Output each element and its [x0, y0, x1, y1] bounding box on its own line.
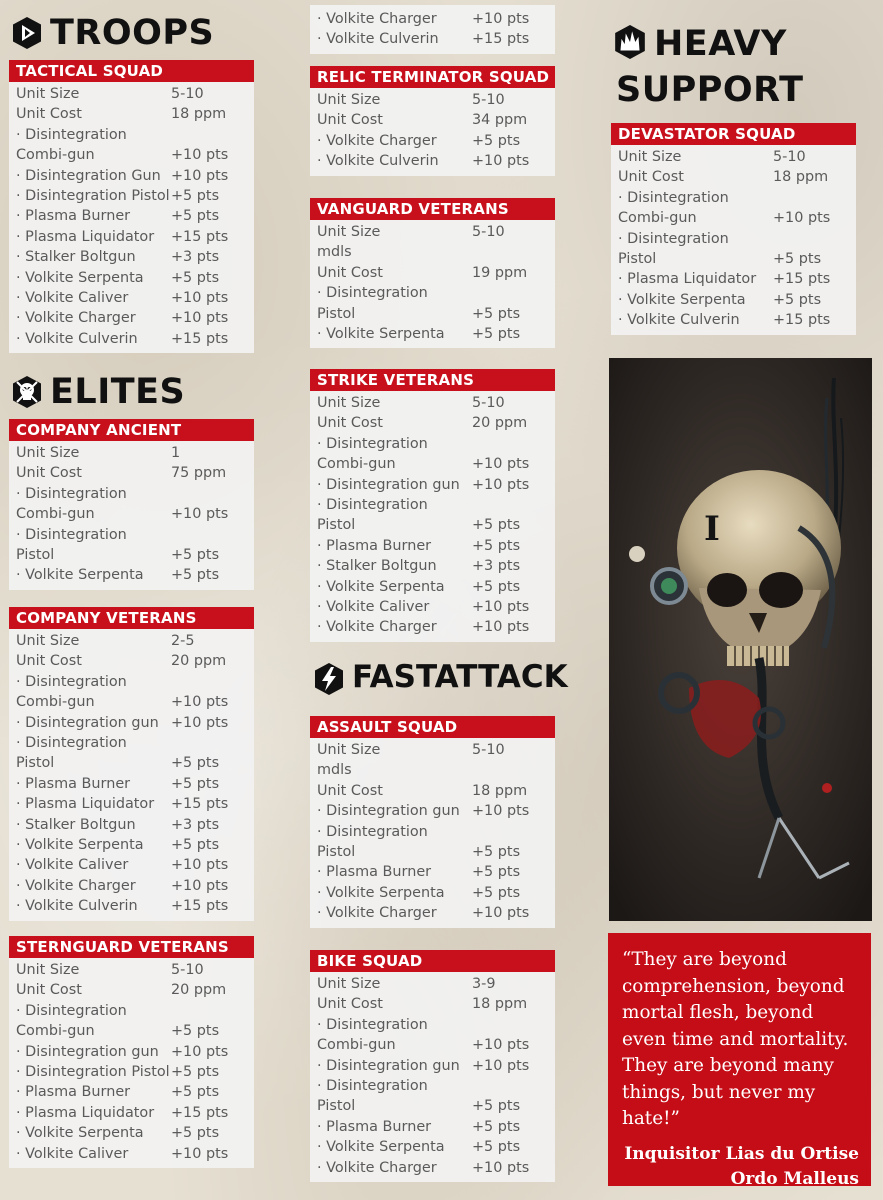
stat-value: 75 ppm	[171, 465, 227, 482]
unit-title: DEVASTATOR SQUAD	[611, 123, 856, 145]
stat-value: 5-10	[472, 92, 505, 108]
stat-value: +5 pts	[472, 578, 521, 595]
section-heading-fast-attack: FASTATTACK	[312, 662, 568, 704]
stat-row	[9, 896, 254, 916]
stat-row	[9, 268, 254, 288]
stat-name: · Disintegration Pistol	[16, 735, 127, 772]
stat-value: +5 pts	[472, 1139, 521, 1156]
stat-row	[310, 1076, 555, 1117]
stat-row	[9, 835, 254, 855]
stat-name: · Disintegration gun	[317, 1057, 460, 1074]
flame-icon	[612, 24, 648, 73]
stat-row	[9, 308, 254, 328]
stat-value: 18 ppm	[171, 106, 227, 123]
stat-value: 18 ppm	[472, 782, 528, 799]
stat-name: · Volkite Caliver	[16, 290, 129, 307]
stat-name: · Disintegration Pistol	[317, 823, 428, 861]
stat-row	[310, 801, 555, 821]
stat-row	[9, 672, 254, 713]
stat-name: · Volkite Culverin	[16, 330, 138, 347]
stat-name: Unit Cost	[16, 106, 82, 123]
crossed-skull-icon	[10, 375, 44, 418]
stat-name: · Disintegration Pistol	[317, 285, 428, 322]
stat-row	[310, 90, 555, 110]
stat-name: · Disintegration Pistol	[618, 230, 729, 268]
unit-card-bike-squad	[310, 950, 555, 1182]
stat-name: Unit Cost	[317, 996, 383, 1013]
stat-value: +5 pts	[171, 1064, 220, 1081]
stat-row	[9, 206, 254, 226]
unit-rows	[310, 220, 555, 348]
stat-value: +5 pts	[171, 567, 220, 584]
stat-value: 5-10	[773, 149, 806, 165]
unit-rows	[310, 391, 555, 642]
stat-value: +5 pts	[472, 132, 521, 149]
stat-row	[611, 167, 856, 187]
stat-name: · Plasma Burner	[16, 775, 131, 792]
stat-value: +5 pts	[171, 1084, 220, 1101]
stat-row	[310, 883, 555, 903]
stat-name: · Stalker Boltgun	[16, 816, 136, 833]
quote-text: “They are beyond comprehension, beyond mortal flesh, beyond even time and mortality. They are beyond many things, but never my hate!”	[622, 949, 849, 1129]
unit-title: STERNGUARD VETERANS	[9, 936, 254, 958]
stat-row	[9, 84, 254, 104]
stat-row	[9, 1103, 254, 1123]
stat-value: +15 pts	[171, 1104, 229, 1121]
stat-row	[9, 855, 254, 875]
stat-row	[310, 974, 555, 994]
stat-value: +5 pts	[773, 291, 822, 308]
stat-name: · Disintegration Combi-gun	[317, 435, 428, 473]
stat-name: Unit Size	[618, 149, 682, 165]
skull-glyph: I	[704, 509, 720, 549]
stat-name: · Volkite Charger	[317, 619, 437, 636]
stat-row	[9, 443, 254, 463]
stat-value: +15 pts	[171, 796, 229, 813]
stat-value: +5 pts	[171, 775, 220, 792]
stat-value: +10 pts	[472, 1037, 530, 1054]
unit-rows	[310, 738, 555, 928]
stat-row	[9, 227, 254, 247]
stat-row	[310, 393, 555, 413]
stat-name: · Volkite Serpenta	[618, 291, 746, 308]
stat-row	[310, 110, 555, 130]
stat-name: · Volkite Charger	[317, 905, 437, 922]
stat-row	[9, 166, 254, 186]
stat-name: · Stalker Boltgun	[16, 249, 136, 266]
stat-value: +10 pts	[472, 1159, 530, 1176]
stat-name: · Volkite Serpenta	[16, 1125, 144, 1142]
stat-row	[9, 186, 254, 206]
unit-rows	[9, 629, 254, 921]
unit-title: COMPANY VETERANS	[9, 607, 254, 629]
stat-row	[9, 247, 254, 267]
stat-row	[310, 994, 555, 1014]
stat-value: 20 ppm	[171, 653, 227, 670]
stat-value: +10 pts	[773, 210, 831, 227]
stat-value: +5 pts	[472, 305, 521, 322]
stat-name: · Volkite Charger	[317, 11, 437, 27]
unit-card-company-veterans	[9, 607, 254, 921]
stat-name: Unit Size	[317, 976, 381, 992]
stat-name: Unit Cost	[618, 169, 684, 186]
unit-card-sternguard-veterans	[9, 936, 254, 1168]
stat-value: +5 pts	[472, 326, 521, 343]
stat-row	[310, 131, 555, 151]
unit-card-devastator-squad	[611, 123, 856, 335]
section-heading-elites: ELITES	[10, 375, 185, 418]
unit-title: ASSAULT SQUAD	[310, 716, 555, 738]
stat-name: · Disintegration Pistol	[16, 526, 127, 564]
stat-row	[611, 229, 856, 270]
stat-name: · Volkite Culverin	[16, 898, 138, 915]
stat-value: +10 pts	[472, 905, 530, 922]
stat-row	[310, 781, 555, 801]
stat-row	[310, 151, 555, 171]
stat-row	[310, 413, 555, 433]
stat-name: · Volkite Serpenta	[16, 837, 144, 854]
stat-name: · Volkite Caliver	[16, 857, 129, 874]
stat-value: 3-9	[472, 976, 496, 992]
stat-value: 1	[171, 445, 181, 461]
stat-value: +10 pts	[472, 476, 530, 493]
stat-name: Unit Cost	[317, 415, 383, 432]
stat-row	[310, 1137, 555, 1157]
stat-name: · Volkite Culverin	[618, 312, 740, 329]
stat-row	[611, 290, 856, 310]
stat-value: 5-10	[171, 962, 204, 978]
stat-value: +15 pts	[773, 271, 831, 288]
stat-name: · Disintegration Combi-gun	[16, 126, 127, 164]
stat-name: · Plasma Liquidator	[618, 271, 757, 288]
stat-value: +5 pts	[472, 864, 521, 881]
stat-row	[310, 495, 555, 536]
stat-row	[310, 222, 555, 242]
stat-name: · Plasma Liquidator	[16, 796, 155, 813]
stat-value: +5 pts	[171, 1023, 220, 1040]
stat-name: · Disintegration Pistol	[317, 1078, 428, 1115]
quote-organization: Ordo Malleus	[730, 1168, 859, 1189]
stat-name: · Plasma Burner	[16, 208, 131, 225]
stat-name: · Volkite Culverin	[317, 153, 439, 170]
unit-card-strike-veterans	[310, 369, 555, 642]
stat-name: · Disintegration gun	[317, 803, 460, 820]
stat-value: +5 pts	[472, 884, 521, 901]
stat-name: Unit Size	[317, 92, 381, 108]
stat-value: +10 pts	[171, 1043, 229, 1060]
stat-name: · Disintegration Combi-gun	[16, 673, 127, 711]
stat-row	[9, 525, 254, 566]
stat-name: · Disintegration gun	[16, 714, 159, 731]
unit-rows	[9, 441, 254, 590]
stat-name: Unit Cost	[317, 264, 383, 281]
section-heading-heavy-support	[612, 22, 803, 113]
unit-title: RELIC TERMINATOR SQUAD	[310, 66, 555, 88]
stat-value: +15 pts	[171, 898, 229, 915]
stat-name: · Volkite Charger	[16, 310, 136, 327]
unit-rows	[310, 972, 555, 1182]
stat-row	[310, 29, 555, 49]
stat-name: Unit Size	[317, 395, 381, 411]
play-triangle-icon	[10, 16, 44, 59]
stat-value: +10 pts	[171, 857, 229, 874]
stat-name: · Volkite Caliver	[317, 599, 430, 616]
stat-value: +10 pts	[472, 1057, 530, 1074]
stat-value: +10 pts	[171, 714, 229, 731]
stat-value: +5 pts	[472, 537, 521, 554]
stat-value: 5-10	[171, 86, 204, 102]
stat-row	[9, 713, 254, 733]
unit-rows	[310, 88, 555, 176]
stat-row	[611, 188, 856, 229]
stat-name: · Disintegration Gun	[16, 167, 161, 184]
stat-row	[9, 876, 254, 896]
stat-row	[310, 822, 555, 863]
stat-row	[9, 104, 254, 124]
stat-value: 20 ppm	[472, 415, 528, 432]
stat-row	[9, 733, 254, 774]
stat-value: 34 ppm	[472, 112, 528, 129]
stat-row	[310, 324, 555, 344]
stat-row	[310, 242, 555, 262]
unit-card-assault-squad	[310, 716, 555, 928]
unit-title: COMPANY ANCIENT	[9, 419, 254, 441]
stat-row	[9, 1144, 254, 1164]
stat-value: +5 pts	[472, 844, 521, 861]
stat-value: +10 pts	[171, 506, 229, 523]
unit-title: TACTICAL SQUAD	[9, 60, 254, 82]
unit-card-tactical-squad	[9, 60, 254, 353]
stat-name: Unit Size	[16, 445, 80, 461]
stat-value: +10 pts	[472, 11, 530, 27]
stat-name: · Disintegration Pistol	[16, 188, 170, 205]
stat-row	[310, 740, 555, 760]
stat-row	[310, 597, 555, 617]
stat-row	[9, 565, 254, 585]
unit-card-continued	[310, 5, 555, 54]
unit-title: VANGUARD VETERANS	[310, 198, 555, 220]
stat-name: · Volkite Caliver	[16, 1145, 129, 1162]
stat-name: Unit Cost	[16, 653, 82, 670]
stat-name: Unit Size	[16, 962, 80, 978]
stat-name: · Disintegration Combi-gun	[317, 1016, 428, 1054]
stat-row	[310, 760, 555, 780]
stat-row	[9, 463, 254, 483]
stat-row	[310, 1158, 555, 1178]
stat-name: · Plasma Burner	[317, 537, 432, 554]
stat-value: +15 pts	[773, 312, 831, 329]
stat-value: +10 pts	[171, 310, 229, 327]
stat-name: Unit Size	[16, 633, 80, 649]
stat-value: +10 pts	[472, 619, 530, 636]
section-heading-troops: TROOPS	[10, 16, 214, 59]
stat-row	[9, 125, 254, 166]
stat-row	[310, 1015, 555, 1056]
stat-row	[310, 903, 555, 923]
stat-value: +5 pts	[171, 837, 220, 854]
stat-row	[310, 9, 555, 29]
stat-name: · Volkite Serpenta	[317, 578, 445, 595]
stat-value: 5-10	[472, 224, 505, 240]
stat-row	[310, 1117, 555, 1137]
stat-name: · Disintegration gun	[16, 1043, 159, 1060]
stat-name: Unit Size	[317, 742, 381, 758]
stat-name: · Disintegration Pistol	[16, 1064, 170, 1081]
stat-name: · Plasma Liquidator	[16, 1104, 155, 1121]
stat-row	[9, 960, 254, 980]
stat-value: +5 pts	[171, 755, 220, 772]
stat-row	[9, 1042, 254, 1062]
unit-title: BIKE SQUAD	[310, 950, 555, 972]
stat-value: +5 pts	[171, 188, 220, 205]
stat-row	[310, 283, 555, 324]
stat-row	[9, 1123, 254, 1143]
stat-value: +10 pts	[472, 153, 530, 170]
stat-row	[9, 651, 254, 671]
stat-value: 5-10	[472, 395, 505, 411]
stat-value: +5 pts	[472, 1098, 521, 1115]
stat-name: Unit Cost	[317, 782, 383, 799]
heavy-support-title: HEAVY SUPPORT	[616, 24, 804, 110]
stat-value: +3 pts	[472, 558, 521, 575]
stat-name: · Plasma Burner	[317, 1118, 432, 1135]
stat-name: Unit Size	[16, 86, 80, 102]
stat-value: +10 pts	[171, 1145, 229, 1162]
stat-value: +15 pts	[171, 330, 229, 347]
stat-name: · Plasma Burner	[317, 864, 432, 881]
stat-value: +5 pts	[171, 208, 220, 225]
stat-name: Unit Size	[317, 224, 381, 240]
stat-name: mdls	[317, 244, 352, 261]
stat-value: +3 pts	[171, 249, 220, 266]
stat-row	[9, 484, 254, 525]
stat-value: +5 pts	[171, 269, 220, 286]
stat-name: Unit Cost	[16, 982, 82, 999]
stat-name: · Disintegration Combi-gun	[618, 189, 729, 227]
stat-value: +15 pts	[472, 31, 530, 48]
stat-name: · Plasma Liquidator	[16, 228, 155, 245]
unit-card-relic-terminator-squad	[310, 66, 555, 176]
stat-name: · Volkite Serpenta	[317, 326, 445, 343]
stat-row	[9, 815, 254, 835]
stat-name: · Volkite Serpenta	[317, 884, 445, 901]
stat-name: · Plasma Burner	[16, 1084, 131, 1101]
unit-rows	[9, 958, 254, 1168]
stat-value: 19 ppm	[472, 264, 528, 281]
stat-value: 20 ppm	[171, 982, 227, 999]
servo-skull-illustration	[609, 358, 872, 921]
unit-card-company-ancient	[9, 419, 254, 590]
unit-rows	[310, 5, 555, 54]
stat-row	[9, 794, 254, 814]
stat-row	[310, 434, 555, 475]
stat-row	[611, 310, 856, 330]
stat-row	[310, 577, 555, 597]
stat-name: · Disintegration Pistol	[317, 497, 428, 534]
stat-row	[310, 862, 555, 882]
unit-card-vanguard-veterans	[310, 198, 555, 348]
stat-row	[310, 263, 555, 283]
stat-row	[9, 1062, 254, 1082]
stat-row	[310, 617, 555, 637]
stat-value: +5 pts	[171, 1125, 220, 1142]
stat-name: · Volkite Charger	[16, 877, 136, 894]
stat-name: · Volkite Serpenta	[16, 269, 144, 286]
quote-box	[608, 933, 871, 1189]
stat-name: · Stalker Boltgun	[317, 558, 437, 575]
stat-value: +10 pts	[472, 599, 530, 616]
stat-name: · Volkite Serpenta	[16, 567, 144, 584]
stat-value: +10 pts	[472, 803, 530, 820]
stat-value: +10 pts	[171, 290, 229, 307]
stat-value: +5 pts	[171, 547, 220, 564]
stat-row	[9, 288, 254, 308]
stat-name: mdls	[317, 762, 352, 779]
stat-name: · Volkite Culverin	[317, 31, 439, 48]
stat-value: 2-5	[171, 633, 195, 649]
stat-value: +10 pts	[171, 167, 229, 184]
unit-title: STRIKE VETERANS	[310, 369, 555, 391]
stat-row	[310, 1056, 555, 1076]
stat-value: +15 pts	[171, 228, 229, 245]
stat-name: · Disintegration Combi-gun	[16, 1002, 127, 1040]
stat-value: +3 pts	[171, 816, 220, 833]
unit-rows	[611, 145, 856, 335]
stat-row	[9, 1082, 254, 1102]
stat-name: · Disintegration gun	[317, 476, 460, 493]
stat-value: +5 pts	[773, 251, 822, 268]
stat-value: 18 ppm	[472, 996, 528, 1013]
stat-row	[9, 631, 254, 651]
stat-value: 18 ppm	[773, 169, 829, 186]
stat-row	[611, 269, 856, 289]
stat-value: 5-10	[472, 742, 505, 758]
unit-rows	[9, 82, 254, 353]
stat-value: +10 pts	[171, 694, 229, 711]
stat-value: +5 pts	[472, 1118, 521, 1135]
stat-value: +5 pts	[472, 517, 521, 534]
stat-row	[9, 329, 254, 349]
lightning-bolt-icon	[312, 662, 346, 704]
stat-row	[9, 1001, 254, 1042]
stat-row	[9, 980, 254, 1000]
stat-name: Unit Cost	[317, 112, 383, 129]
stat-value: +10 pts	[472, 456, 530, 473]
stat-row	[9, 774, 254, 794]
stat-row	[310, 536, 555, 556]
stat-value: +10 pts	[171, 147, 229, 164]
quote-attribution: Inquisitor Lias du Ortise	[624, 1143, 859, 1164]
stat-name: · Volkite Charger	[317, 1159, 437, 1176]
stat-value: +10 pts	[171, 877, 229, 894]
stat-row	[310, 475, 555, 495]
stat-row	[611, 147, 856, 167]
stat-name: · Disintegration Combi-gun	[16, 485, 127, 523]
stat-name: · Volkite Charger	[317, 132, 437, 149]
stat-name: · Volkite Serpenta	[317, 1139, 445, 1156]
stat-row	[310, 556, 555, 576]
stat-name: Unit Cost	[16, 465, 82, 482]
